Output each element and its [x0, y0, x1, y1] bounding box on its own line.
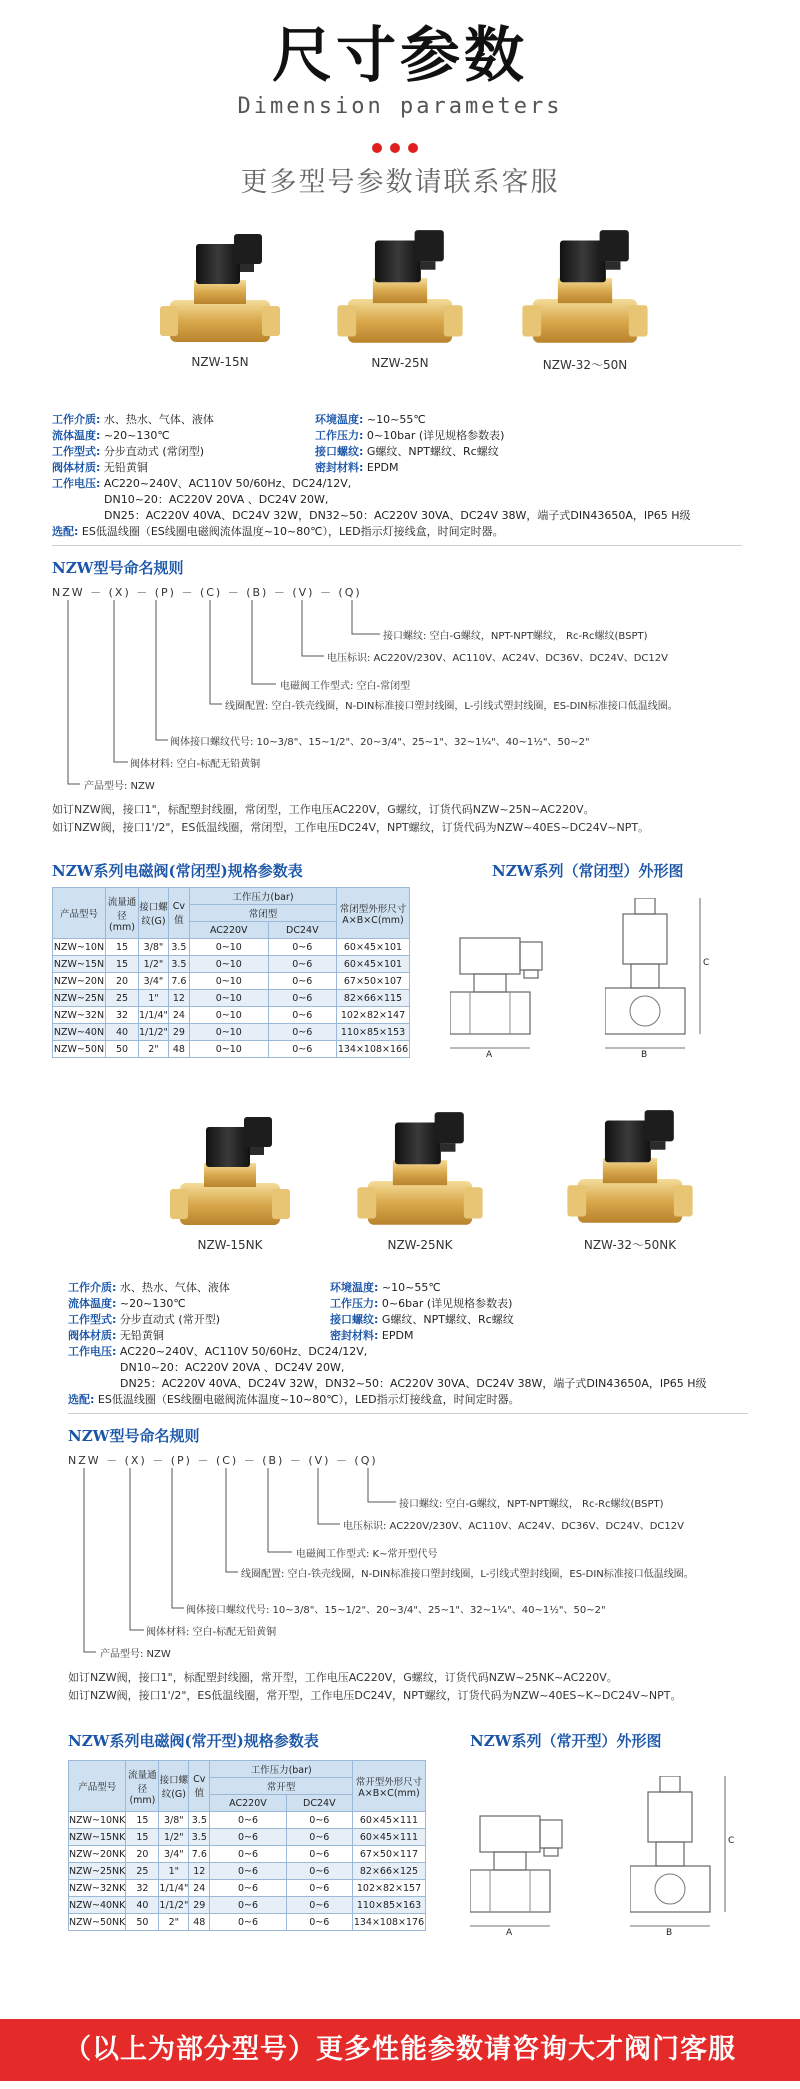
- table-cell: 0~6: [268, 1007, 336, 1024]
- naming-code: NZW － (X) － (P) － (C) － (B) － (V) － (Q): [52, 586, 362, 599]
- page-title: 尺寸参数: [272, 21, 528, 91]
- table-row: [53, 956, 410, 973]
- valve-icon: [565, 1108, 695, 1228]
- table-cell: 0~6: [210, 1812, 286, 1829]
- decorative-dots: [372, 138, 432, 152]
- table-cell: 20: [126, 1846, 159, 1863]
- table-cell: 0~6: [286, 1897, 352, 1914]
- divider: [68, 1413, 748, 1414]
- spec-value: 分步直动式 (常闭型): [103, 445, 204, 458]
- naming-type: 电磁阀工作型式: 空白-常闭型: [280, 681, 411, 692]
- valve-outline-icon: [470, 1776, 590, 1956]
- table-cell: 40: [126, 1897, 159, 1914]
- naming-material: 阀体材料: 空白-标配无铅黄铜: [130, 759, 261, 770]
- spec-row: [315, 460, 695, 476]
- spec-value: AC220~240V、AC110V 50/60Hz、DC24/12V,: [103, 477, 352, 490]
- table-cell: NZW~25NK: [69, 1863, 126, 1880]
- table-cell: NZW~10N: [53, 939, 106, 956]
- col-model: 产品型号: [69, 1761, 126, 1812]
- spec-row: [68, 1312, 368, 1328]
- spec-row: [68, 1328, 368, 1344]
- table-cell: 0~6: [268, 939, 336, 956]
- table-row: [69, 1812, 426, 1829]
- table-row: [69, 1829, 426, 1846]
- table-row: [53, 990, 410, 1007]
- spec-value: DN25：AC220V 40VA、DC24V 32W，DN32~50：AC220V 30VA、DC24V 38W，端子式DIN43650A，IP65 H级: [120, 1377, 707, 1390]
- table-cell: NZW~15N: [53, 956, 106, 973]
- table-cell: 32: [106, 1007, 139, 1024]
- valve-outline-icon: [450, 898, 570, 1068]
- page-subtitle: Dimension parameters: [237, 94, 563, 119]
- spec-value: 无铅黄铜: [119, 1329, 164, 1342]
- table-cell: 82×66×125: [353, 1863, 426, 1880]
- spec-label: 工作电压:: [68, 1345, 117, 1358]
- spec-row: [330, 1328, 710, 1344]
- table-cell: NZW~25N: [53, 990, 106, 1007]
- table-cell: 3/8": [159, 1812, 189, 1829]
- product-nzw-15n: [150, 232, 290, 369]
- table-cell: 102×82×157: [353, 1880, 426, 1897]
- dim-label: A: [486, 1050, 493, 1060]
- table-cell: 3.5: [189, 1829, 210, 1846]
- spec-label: 工作介质:: [52, 413, 101, 426]
- table-cell: 50: [126, 1914, 159, 1931]
- spec-table: [68, 1760, 426, 1931]
- valve-drawing-side: [470, 1776, 590, 1960]
- col-dim: 常闭型外形尺寸A×B×C(mm): [337, 888, 410, 939]
- table-cell: 1/2": [139, 956, 169, 973]
- spec-label: 阀体材质:: [68, 1329, 117, 1342]
- valve-icon: [170, 1115, 290, 1230]
- spec-value: DN10~20：AC220V 20VA 、DC24V 20W,: [104, 493, 329, 506]
- naming-voltage: 电压标识: AC220V/230V、AC110V、AC24V、DC36V、DC24V、DC12V: [327, 653, 668, 664]
- order-example: 如订NZW阀，接口1"，标配塑封线圈，常开型，工作电压AC220V，G螺纹，订货代码NZW~25NK~AC220V。: [68, 1671, 618, 1684]
- table-cell: 12: [168, 990, 189, 1007]
- product-caption: NZW-25NK: [387, 1238, 453, 1252]
- table-cell: 0~6: [286, 1829, 352, 1846]
- valve-outline-icon: [605, 898, 715, 1068]
- product-nzw-32-50n: [510, 228, 660, 373]
- spec-label: 流体温度:: [68, 1297, 117, 1310]
- col-cv: Cv值: [189, 1761, 210, 1812]
- table-body: [53, 939, 410, 1058]
- table-cell: 1/1/4": [159, 1880, 189, 1897]
- valve-drawing-front: [605, 898, 715, 1072]
- product-caption: NZW-15N: [191, 355, 249, 369]
- table-cell: 102×82×147: [337, 1007, 410, 1024]
- naming-coil: 线圈配置: 空白-铁壳线圈，N-DIN标准接口塑封线圈，L-引线式塑封线圈，ES-DIN标准接口低温线圈。: [225, 701, 678, 712]
- table-row: [53, 1007, 410, 1024]
- spec-value: 分步直动式 (常开型): [119, 1313, 220, 1326]
- table-cell: 60×45×111: [353, 1829, 426, 1846]
- table-cell: 25: [126, 1863, 159, 1880]
- table-row: [69, 1846, 426, 1863]
- col-ac: AC220V: [210, 1795, 286, 1812]
- spec-label: 密封材料:: [315, 461, 364, 474]
- table-cell: 50: [106, 1041, 139, 1058]
- spec-value: EPDM: [381, 1329, 414, 1342]
- table-cell: 0~6: [268, 1024, 336, 1041]
- dim-label: B: [666, 1928, 673, 1938]
- dim-label: B: [641, 1050, 648, 1060]
- valve-drawing-front: [630, 1776, 740, 1960]
- naming-thread: 接口螺纹: 空白-G螺纹，NPT-NPT螺纹， Rc-Rc螺纹(BSPT): [383, 631, 648, 642]
- spec-label: 工作型式:: [68, 1313, 117, 1326]
- dot-icon: [390, 143, 400, 153]
- table-cell: 1/2": [159, 1829, 189, 1846]
- product-nzw-25nk: [345, 1110, 495, 1252]
- table-cell: NZW~15NK: [69, 1829, 126, 1846]
- table-cell: 0~6: [286, 1812, 352, 1829]
- naming-title: NZW型号命名规则: [68, 1427, 200, 1445]
- table-cell: 67×50×117: [353, 1846, 426, 1863]
- spec-label: 阀体材质:: [52, 461, 101, 474]
- spec-value: ~10~55℃: [381, 1281, 441, 1294]
- table-cell: 3.5: [168, 956, 189, 973]
- valve-drawing-side: [450, 898, 570, 1072]
- table-cell: NZW~40NK: [69, 1897, 126, 1914]
- col-model: 产品型号: [53, 888, 106, 939]
- valve-icon: [355, 1110, 485, 1230]
- table-cell: 3/4": [159, 1846, 189, 1863]
- table-cell: 0~10: [189, 973, 268, 990]
- table-cell: 32: [126, 1880, 159, 1897]
- product-caption: NZW-32～50N: [542, 358, 628, 372]
- table-cell: 0~6: [268, 956, 336, 973]
- table-cell: 1": [159, 1863, 189, 1880]
- table-row: [69, 1880, 426, 1897]
- table-cell: 15: [106, 956, 139, 973]
- voltage-block: [52, 476, 752, 540]
- table-cell: 29: [168, 1024, 189, 1041]
- table-cell: 3/8": [139, 939, 169, 956]
- spec-label: 接口螺纹:: [330, 1313, 379, 1326]
- table-cell: 0~6: [286, 1914, 352, 1931]
- spec-value: G螺纹、NPT螺纹、Rc螺纹: [381, 1313, 514, 1326]
- table-cell: 40: [106, 1024, 139, 1041]
- product-nzw-15nk: [160, 1115, 300, 1252]
- dot-icon: [408, 143, 418, 153]
- spec-label: 工作压力:: [315, 429, 364, 442]
- order-example: 如订NZW阀，接口1'/2"，ES低温线圈，常开型，工作电压DC24V，NPT螺纹，订货代码为NZW~40ES~K~DC24V~NPT。: [68, 1689, 682, 1702]
- table-cell: 15: [126, 1829, 159, 1846]
- table-row: [53, 939, 410, 956]
- table-cell: 1/1/4": [139, 1007, 169, 1024]
- table-cell: 0~6: [210, 1846, 286, 1863]
- table-cell: NZW~40N: [53, 1024, 106, 1041]
- naming-thread: 接口螺纹: 空白-G螺纹，NPT-NPT螺纹， Rc-Rc螺纹(BSPT): [399, 1499, 664, 1510]
- spec-value: ~10~55℃: [366, 413, 426, 426]
- table-title: NZW系列电磁阀(常开型)规格参数表: [68, 1732, 319, 1750]
- spec-row: [330, 1312, 710, 1328]
- table-cell: 0~6: [268, 990, 336, 1007]
- col-dc: DC24V: [268, 922, 336, 939]
- table-cell: 60×45×111: [353, 1812, 426, 1829]
- spec-label: 密封材料:: [330, 1329, 379, 1342]
- table-body: [69, 1812, 426, 1931]
- dim-label: C: [703, 958, 710, 968]
- table-cell: 48: [189, 1914, 210, 1931]
- table-row: [69, 1914, 426, 1931]
- table-cell: 3.5: [168, 939, 189, 956]
- specs-left: [52, 412, 352, 476]
- col-dn: 流量通径(mm): [106, 888, 139, 939]
- spec-row: [52, 460, 352, 476]
- table-cell: NZW~32NK: [69, 1880, 126, 1897]
- table-cell: 0~10: [189, 1024, 268, 1041]
- spec-row: [52, 444, 352, 460]
- table-cell: 110×85×163: [353, 1897, 426, 1914]
- table-cell: 0~10: [189, 939, 268, 956]
- table-row: [69, 1863, 426, 1880]
- table-cell: 12: [189, 1863, 210, 1880]
- product-nzw-25n: [325, 228, 475, 370]
- contact-note: 更多型号参数请联系客服: [240, 167, 560, 198]
- valve-icon: [520, 228, 650, 348]
- drawing-title: NZW系列（常闭型）外形图: [492, 862, 684, 880]
- table-cell: 0~6: [210, 1914, 286, 1931]
- spec-value: EPDM: [366, 461, 399, 474]
- table-cell: 48: [168, 1041, 189, 1058]
- naming-port: 阀体接口螺纹代号: 10~3/8"、15~1/2"、20~3/4"、25~1"、32~1¼"、40~1½"、50~2": [186, 1605, 606, 1616]
- naming-type: 电磁阀工作型式: K~常开型代号: [296, 1549, 438, 1560]
- table-row: [53, 1024, 410, 1041]
- spec-row: [315, 444, 695, 460]
- valve-icon: [160, 232, 280, 347]
- table-cell: 0~10: [189, 990, 268, 1007]
- spec-table: [52, 887, 410, 1058]
- divider: [52, 545, 742, 546]
- col-thread: 接口螺纹(G): [139, 888, 169, 939]
- table-cell: 82×66×115: [337, 990, 410, 1007]
- col-dc: DC24V: [286, 1795, 352, 1812]
- table-row: [53, 1041, 410, 1058]
- specs-right: [315, 412, 695, 476]
- spec-value: 水、热水、气体、液体: [103, 413, 214, 426]
- spec-label: 选配:: [68, 1393, 95, 1406]
- spec-value: AC220~240V、AC110V 50/60Hz、DC24/12V,: [119, 1345, 368, 1358]
- table-cell: 110×85×153: [337, 1024, 410, 1041]
- table-cell: 60×45×101: [337, 939, 410, 956]
- naming-material: 阀体材料: 空白-标配无铅黄铜: [146, 1627, 277, 1638]
- table-cell: 134×108×166: [337, 1041, 410, 1058]
- table-cell: 25: [106, 990, 139, 1007]
- col-ac: AC220V: [189, 922, 268, 939]
- table-cell: 0~6: [286, 1880, 352, 1897]
- col-type: 常开型: [210, 1778, 353, 1795]
- order-example: 如订NZW阀，接口1'/2"，ES低温线圈，常闭型，工作电压DC24V，NPT螺纹，订货代码为NZW~40ES~DC24V~NPT。: [52, 821, 650, 834]
- table-cell: 0~6: [210, 1829, 286, 1846]
- table-cell: 15: [106, 939, 139, 956]
- spec-value: ES低温线圈（ES线圈电磁阀流体温度~10~80℃），LED指示灯接线盒，时间定时器。: [81, 525, 504, 538]
- specs-left: [68, 1280, 368, 1344]
- spec-row: [52, 412, 352, 428]
- dim-label: C: [728, 1836, 735, 1846]
- naming-model: 产品型号: NZW: [84, 781, 155, 792]
- product-caption: NZW-32～50NK: [583, 1238, 677, 1252]
- col-type: 常闭型: [189, 905, 336, 922]
- naming-title: NZW型号命名规则: [52, 559, 184, 577]
- spec-value: 0~6bar (详见规格参数表): [381, 1297, 513, 1310]
- table-cell: NZW~50N: [53, 1041, 106, 1058]
- col-dn: 流量通径(mm): [126, 1761, 159, 1812]
- spec-value: 无铅黄铜: [103, 461, 148, 474]
- table-cell: 60×45×101: [337, 956, 410, 973]
- table-cell: 20: [106, 973, 139, 990]
- naming-port: 阀体接口螺纹代号: 10~3/8"、15~1/2"、20~3/4"、25~1"、32~1¼"、40~1½"、50~2": [170, 737, 590, 748]
- table-cell: 15: [126, 1812, 159, 1829]
- drawing-title: NZW系列（常开型）外形图: [470, 1732, 662, 1750]
- table-cell: 0~10: [189, 1041, 268, 1058]
- table-cell: 134×108×176: [353, 1914, 426, 1931]
- spec-row: [315, 428, 695, 444]
- spec-label: 工作型式:: [52, 445, 101, 458]
- spec-label: 工作电压:: [52, 477, 101, 490]
- spec-value: 0~10bar (详见规格参数表): [366, 429, 505, 442]
- spec-value: 水、热水、气体、液体: [119, 1281, 230, 1294]
- table-row: [53, 973, 410, 990]
- col-pressure: 工作压力(bar): [210, 1761, 353, 1778]
- voltage-block: [68, 1344, 768, 1408]
- spec-label: 流体温度:: [52, 429, 101, 442]
- naming-voltage: 电压标识: AC220V/230V、AC110V、AC24V、DC36V、DC24V、DC12V: [343, 1521, 684, 1532]
- specs-right: [330, 1280, 710, 1344]
- table-cell: 2": [159, 1914, 189, 1931]
- table-cell: 0~6: [210, 1897, 286, 1914]
- naming-code: NZW － (X) － (P) － (C) － (B) － (V) － (Q): [68, 1454, 378, 1467]
- spec-label: 接口螺纹:: [315, 445, 364, 458]
- naming-model: 产品型号: NZW: [100, 1649, 171, 1660]
- table-cell: 67×50×107: [337, 973, 410, 990]
- table-cell: 1": [139, 990, 169, 1007]
- table-cell: 0~10: [189, 956, 268, 973]
- table-row: [69, 1897, 426, 1914]
- dot-icon: [372, 143, 382, 153]
- table-cell: NZW~20N: [53, 973, 106, 990]
- order-example: 如订NZW阀，接口1"，标配塑封线圈，常闭型，工作电压AC220V，G螺纹，订货代码NZW~25N~AC220V。: [52, 803, 595, 816]
- table-cell: 0~6: [268, 1041, 336, 1058]
- spec-value: ~20~130℃: [103, 429, 170, 442]
- table-cell: 7.6: [168, 973, 189, 990]
- col-pressure: 工作压力(bar): [189, 888, 336, 905]
- table-cell: 0~6: [268, 973, 336, 990]
- spec-value: G螺纹、NPT螺纹、Rc螺纹: [366, 445, 499, 458]
- table-cell: 24: [189, 1880, 210, 1897]
- naming-coil: 线圈配置: 空白-铁壳线圈，N-DIN标准接口塑封线圈，L-引线式塑封线圈，ES-DIN标准接口低温线圈。: [241, 1569, 694, 1580]
- table-cell: 0~6: [210, 1880, 286, 1897]
- table-cell: 1/1/2": [159, 1897, 189, 1914]
- table-title: NZW系列电磁阀(常闭型)规格参数表: [52, 862, 303, 880]
- spec-label: 环境温度:: [330, 1281, 379, 1294]
- spec-value: DN10~20：AC220V 20VA 、DC24V 20W,: [120, 1361, 345, 1374]
- spec-row: [330, 1296, 710, 1312]
- spec-value: ES低温线圈（ES线圈电磁阀流体温度~10~80℃），LED指示灯接线盒，时间定时器。: [97, 1393, 520, 1406]
- spec-value: DN25：AC220V 40VA、DC24V 32W，DN32~50：AC220V 30VA、DC24V 38W，端子式DIN43650A，IP65 H级: [104, 509, 691, 522]
- table-cell: 1/1/2": [139, 1024, 169, 1041]
- table-cell: 24: [168, 1007, 189, 1024]
- table-cell: 2": [139, 1041, 169, 1058]
- spec-label: 工作压力:: [330, 1297, 379, 1310]
- table-cell: 0~6: [210, 1863, 286, 1880]
- spec-row: [68, 1296, 368, 1312]
- valve-outline-icon: [630, 1776, 740, 1956]
- spec-row: [68, 1280, 368, 1296]
- table-cell: 7.6: [189, 1846, 210, 1863]
- table-cell: NZW~50NK: [69, 1914, 126, 1931]
- dim-label: A: [506, 1928, 513, 1938]
- table-cell: 3/4": [139, 973, 169, 990]
- spec-label: 工作介质:: [68, 1281, 117, 1294]
- col-thread: 接口螺纹(G): [159, 1761, 189, 1812]
- table-cell: 3.5: [189, 1812, 210, 1829]
- table-cell: NZW~10NK: [69, 1812, 126, 1829]
- spec-label: 环境温度:: [315, 413, 364, 426]
- spec-row: [330, 1280, 710, 1296]
- valve-icon: [335, 228, 465, 348]
- product-nzw-32-50nk: [555, 1108, 705, 1253]
- col-dim: 常开型外形尺寸A×B×C(mm): [353, 1761, 426, 1812]
- table-cell: 29: [189, 1897, 210, 1914]
- table-cell: 0~6: [286, 1863, 352, 1880]
- footer-banner: （以上为部分型号）更多性能参数请咨询大才阀门客服: [0, 2019, 800, 2081]
- product-caption: NZW-25N: [371, 356, 429, 370]
- table-cell: 0~6: [286, 1846, 352, 1863]
- spec-label: 选配:: [52, 525, 79, 538]
- spec-value: ~20~130℃: [119, 1297, 186, 1310]
- col-cv: Cv值: [168, 888, 189, 939]
- table-cell: 0~10: [189, 1007, 268, 1024]
- table-cell: NZW~20NK: [69, 1846, 126, 1863]
- table-cell: NZW~32N: [53, 1007, 106, 1024]
- spec-row: [52, 428, 352, 444]
- product-caption: NZW-15NK: [197, 1238, 263, 1252]
- spec-row: [315, 412, 695, 428]
